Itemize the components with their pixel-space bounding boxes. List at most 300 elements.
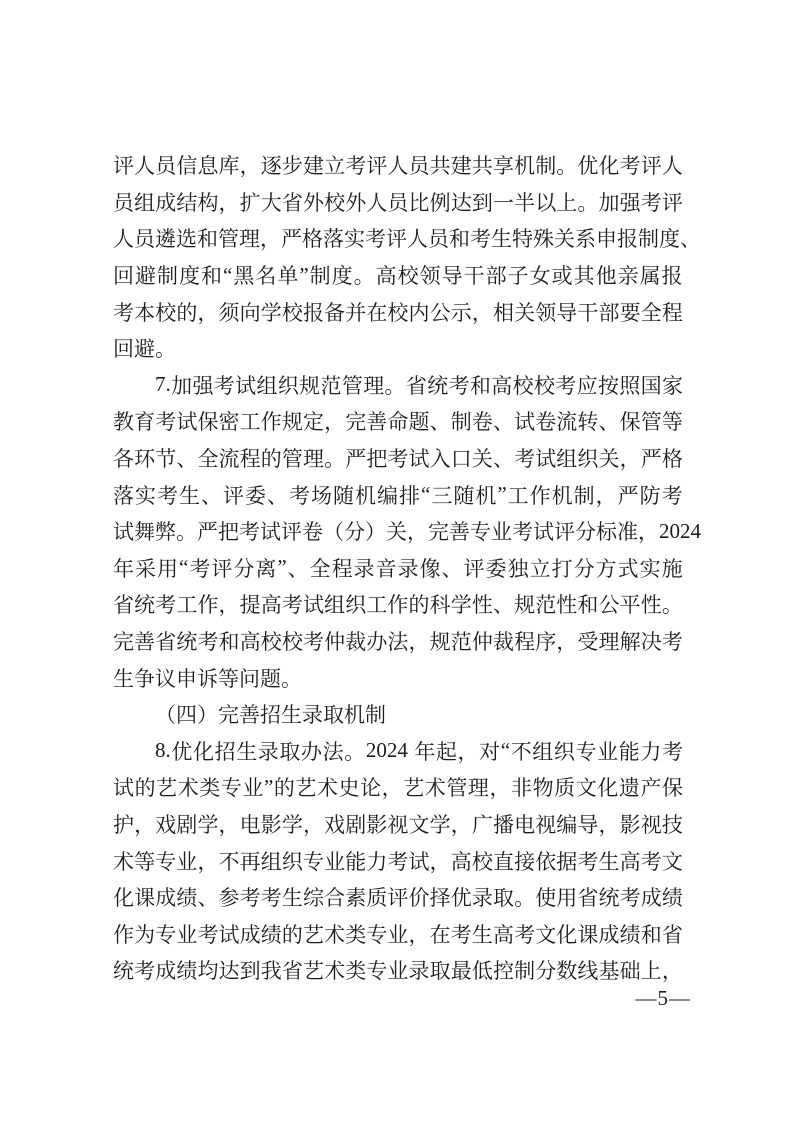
text-token: 人 [113, 227, 134, 252]
text-token: 法 [322, 739, 344, 764]
text-token: 并 [345, 300, 367, 325]
text-token: 生 [281, 703, 302, 728]
text-token: 严 [345, 447, 367, 472]
text-token: 实 [344, 227, 365, 252]
text-line [113, 476, 683, 513]
text-token: 。 [577, 190, 599, 215]
text-token: 工 [176, 593, 198, 618]
text-token: 遗 [618, 776, 640, 801]
text-token: 范 [535, 593, 557, 618]
text-token: 高 [492, 922, 514, 947]
text-token: 录 [397, 556, 419, 581]
text-token: 领 [535, 300, 557, 325]
text-token: 殊 [533, 227, 554, 252]
text-token: 的 [260, 447, 282, 472]
text-token: 评 [386, 227, 407, 252]
text-token: 和 [449, 227, 470, 252]
text-token: 管 [341, 373, 363, 398]
text-token: 舞 [134, 520, 155, 545]
text-token: 、 [267, 483, 288, 508]
text-token: 善 [449, 520, 470, 545]
text-token: 构 [197, 190, 219, 215]
text-token: 统 [176, 630, 198, 655]
text-token: 机 [514, 154, 536, 179]
text-token: 考 [512, 520, 533, 545]
text-token: 单 [277, 264, 299, 289]
text-token: 人 [387, 154, 409, 179]
text-token: 性 [471, 593, 493, 618]
text-token: 干 [463, 264, 485, 289]
text-token: 工 [239, 410, 261, 435]
text-token: 关 [514, 300, 536, 325]
text-token: 音 [375, 556, 397, 581]
text-token: 管 [640, 410, 662, 435]
text-token: ， [408, 630, 430, 655]
text-token: ， [197, 300, 219, 325]
text-token: 制 [450, 410, 472, 435]
text-token: 化 [113, 886, 134, 911]
text-token: 家 [662, 373, 683, 398]
text-token: 息 [197, 154, 219, 179]
text-token: 申 [596, 227, 617, 252]
text-token: 强 [619, 190, 641, 215]
text-line [113, 513, 701, 550]
text-token: 艺 [295, 776, 317, 801]
text-token: 、 [441, 556, 463, 581]
text-line [113, 842, 683, 879]
text-token: 编 [556, 812, 578, 837]
text-token: 史 [338, 776, 360, 801]
text-token: 报 [617, 227, 638, 252]
text-token: 仲 [324, 630, 346, 655]
text-token: 把 [218, 520, 239, 545]
text-token: 度 [179, 264, 200, 289]
text-token: 控 [492, 959, 514, 984]
text-token: 。 [556, 154, 578, 179]
text-token: 。 [661, 593, 683, 618]
text-token: 、 [287, 556, 309, 581]
text-token: 决 [640, 630, 662, 655]
text-token: 考 [470, 227, 491, 252]
text-token: 库 [218, 154, 240, 179]
text-token: 达 [218, 959, 240, 984]
text-token: 员 [155, 154, 177, 179]
text-token: 理 [239, 227, 260, 252]
text-token: 省 [113, 593, 134, 618]
text-token: 制 [157, 264, 178, 289]
text-token: 艺 [302, 922, 324, 947]
text-token: 节 [155, 447, 177, 472]
text-token: 电 [239, 812, 261, 837]
text-token: 生 [113, 666, 134, 691]
text-token: 仲 [471, 630, 493, 655]
text-token: 完 [428, 520, 449, 545]
text-token: 价 [408, 886, 430, 911]
text-token: 外 [302, 190, 324, 215]
text-token: 考 [197, 922, 219, 947]
text-token: 管 [446, 776, 468, 801]
text-token: 或 [551, 264, 573, 289]
text-token: ， [619, 447, 641, 472]
text-token: 学 [260, 300, 282, 325]
text-token: 本 [134, 300, 156, 325]
text-token: 管 [218, 227, 239, 252]
text-token: 试 [533, 520, 554, 545]
text-line [113, 257, 683, 294]
text-token: 综 [302, 886, 324, 911]
text-token: 到 [471, 190, 493, 215]
text-token: 制 [535, 154, 557, 179]
text-token: 打 [551, 556, 573, 581]
text-token: 三 [431, 483, 453, 508]
text-token: 试 [408, 849, 430, 874]
text-token: 严 [617, 483, 639, 508]
text-token: 生 [491, 227, 512, 252]
text-token: 相 [492, 300, 514, 325]
text-token: 绩 [661, 886, 683, 911]
text-token: 法 [387, 630, 409, 655]
text-token: 最 [450, 959, 472, 984]
text-token: 均 [197, 959, 219, 984]
text-token: 人 [134, 154, 156, 179]
text-token: 加 [598, 190, 620, 215]
text-token: 。 [353, 264, 375, 289]
text-line [113, 623, 683, 660]
text-token: 、 [492, 593, 514, 618]
text-token: 性 [640, 593, 662, 618]
text-token: ， [429, 849, 451, 874]
text-token: 保 [619, 410, 641, 435]
text-token: 织 [577, 447, 599, 472]
text-token: 专 [366, 959, 388, 984]
text-token: 视 [640, 812, 662, 837]
text-token: ， [471, 300, 493, 325]
text-token: 学 [281, 812, 303, 837]
text-token: 取 [492, 886, 514, 911]
text-token: 专 [470, 520, 491, 545]
text-token: 员 [134, 227, 155, 252]
text-token: 业 [324, 849, 346, 874]
text-token: 学 [450, 593, 472, 618]
text-token: 理 [598, 630, 620, 655]
text-token: 线 [577, 959, 599, 984]
text-token: 比 [408, 190, 430, 215]
text-token: 艺 [302, 959, 324, 984]
text-token: 高 [239, 630, 261, 655]
text-token: 校 [281, 630, 303, 655]
text-token: 艺 [403, 776, 425, 801]
text-token: 密 [218, 410, 240, 435]
text-token: 报 [302, 300, 324, 325]
text-token: 化 [192, 739, 214, 764]
text-token: 申 [176, 666, 197, 691]
text-token: ， [556, 630, 578, 655]
text-token: 课 [134, 886, 156, 911]
text-token: 试 [176, 410, 198, 435]
text-token: 类 [345, 922, 367, 947]
text-token: ， [381, 776, 403, 801]
text-token: 分 [573, 556, 595, 581]
text-token: 考 [155, 410, 177, 435]
text-token: 议 [155, 666, 176, 691]
text-line [113, 147, 683, 184]
text-token: 电 [514, 812, 536, 837]
text-token: 评 [640, 154, 662, 179]
text-token: 取 [279, 739, 301, 764]
text-token: 不 [218, 849, 240, 874]
text-token: 和 [201, 264, 222, 289]
text-token: 加 [171, 373, 193, 398]
text-token: 保 [661, 776, 683, 801]
text-token: 随 [333, 483, 354, 508]
text-token: 诉 [197, 666, 218, 691]
text-token: ” [299, 262, 309, 287]
text-token: 员 [387, 190, 409, 215]
text-token: 平 [619, 593, 641, 618]
text-token: 考 [640, 190, 662, 215]
text-token: 高 [260, 593, 282, 618]
text-token: ， [218, 812, 240, 837]
text-token: 备 [324, 300, 346, 325]
text-token: 优 [171, 739, 193, 764]
text-token: 试 [113, 776, 134, 801]
text-token: 招 [214, 739, 236, 764]
text-token: 校 [397, 264, 419, 289]
text-token: 子 [507, 264, 529, 289]
text-line [113, 440, 683, 477]
text-token: 理 [467, 776, 489, 801]
text-token: 考 [281, 593, 303, 618]
text-token: 起 [435, 739, 457, 764]
text-token: 回 [113, 264, 134, 289]
text-token: 学 [197, 812, 219, 837]
text-token: 部 [598, 300, 620, 325]
text-token: 导 [577, 812, 599, 837]
text-token: 统 [134, 593, 156, 618]
text-token: 完 [345, 410, 367, 435]
text-token: 取 [323, 703, 344, 728]
text-token: 校 [260, 630, 282, 655]
text-token: 直 [492, 849, 514, 874]
text-token: “ [500, 738, 511, 763]
text-token: 考 [365, 227, 386, 252]
text-token: 严 [197, 520, 218, 545]
text-token: 视 [535, 812, 557, 837]
text-token: 的 [134, 776, 156, 801]
text-token: 组 [256, 373, 278, 398]
text-token: 评 [463, 556, 485, 581]
text-token: 特 [512, 227, 533, 252]
text-token: 科 [429, 593, 451, 618]
text-line [113, 586, 683, 623]
text-token: 示 [450, 300, 472, 325]
text-token: 作 [260, 410, 282, 435]
text-token: 文 [408, 812, 430, 837]
text-token: 作 [197, 593, 219, 618]
text-token: 术 [324, 922, 346, 947]
text-token: 低 [471, 959, 493, 984]
text-token: 录 [257, 739, 279, 764]
text-token: 把 [366, 447, 388, 472]
text-token: 年 [113, 556, 134, 581]
text-token: 管 [281, 447, 303, 472]
text-token: 省 [281, 190, 303, 215]
text-token: 统 [113, 959, 134, 984]
text-token: 育 [134, 410, 156, 435]
text-token: 绩 [260, 922, 282, 947]
text-token: 戏 [155, 812, 177, 837]
text-token: 工 [507, 483, 529, 508]
text-token: ， [134, 812, 156, 837]
text-token: 术 [113, 849, 134, 874]
text-token: 校 [281, 300, 303, 325]
text-token: 省 [661, 922, 683, 947]
text-token: 关 [386, 520, 407, 545]
text-token: ， [408, 922, 430, 947]
text-token: 专 [155, 849, 177, 874]
text-token: 用 [157, 556, 178, 581]
text-token: 提 [239, 593, 261, 618]
text-token: 的 [176, 300, 198, 325]
text-token: 能 [345, 849, 367, 874]
text-token: 完 [113, 630, 134, 655]
text-token: 基 [598, 959, 620, 984]
text-token: 考 [289, 483, 310, 508]
text-line [113, 952, 683, 989]
text-token: 例 [429, 190, 451, 215]
text-token: 公 [598, 593, 620, 618]
text-token: 实 [639, 556, 661, 581]
text-token: 考 [387, 849, 409, 874]
text-token: 编 [377, 483, 398, 508]
text-token: 高 [450, 849, 472, 874]
text-token: 使 [535, 886, 557, 911]
text-token: 和 [197, 227, 218, 252]
text-line [113, 733, 683, 770]
text-token: 机 [344, 703, 365, 728]
text-token: 向 [239, 300, 261, 325]
text-token: 生 [471, 922, 493, 947]
text-token: 须 [218, 300, 240, 325]
text-token: 裁 [492, 630, 514, 655]
text-token: 规 [281, 410, 303, 435]
text-token: 式 [617, 556, 639, 581]
text-token: ， [302, 812, 324, 837]
text-token: 绩 [176, 886, 198, 911]
text-token: 高 [619, 849, 641, 874]
text-token: 业 [242, 776, 264, 801]
text-token: 善 [366, 410, 388, 435]
text-token: 评 [387, 886, 409, 911]
text-token: 考 [661, 483, 683, 508]
text-token: 分 [535, 959, 557, 984]
text-token: 共 [429, 154, 451, 179]
text-token: 视 [387, 812, 409, 837]
text-token: 关 [598, 447, 620, 472]
text-token: 省 [155, 630, 177, 655]
text-token: 参 [218, 886, 240, 911]
text-token: 录 [471, 886, 493, 911]
text-token: 采 [135, 556, 156, 581]
text-token: 四 [176, 703, 197, 728]
text-line [113, 403, 683, 440]
text-token: 办 [366, 630, 388, 655]
text-token: ， [239, 154, 261, 179]
text-token: 领 [419, 264, 441, 289]
text-token: 强 [192, 373, 214, 398]
text-token: 考 [302, 630, 324, 655]
text-token: 省 [281, 959, 303, 984]
text-token: 准 [617, 520, 638, 545]
text-token: 8. [155, 738, 171, 763]
text-token: ， [218, 190, 240, 215]
text-token: 对 [479, 739, 501, 764]
text-token: 分 [233, 556, 255, 581]
text-token: “ [421, 482, 431, 507]
text-token: 试 [235, 373, 257, 398]
text-token: 。 [281, 666, 302, 691]
text-token: 统 [598, 886, 620, 911]
text-token: 全 [197, 447, 219, 472]
text-token: 试 [514, 410, 536, 435]
text-token: 剧 [176, 812, 198, 837]
text-token: 回 [113, 337, 134, 362]
text-token: 选 [176, 227, 197, 252]
text-token: 在 [366, 300, 388, 325]
text-line [113, 879, 683, 916]
text-token: ， [638, 520, 659, 545]
text-token: 善 [134, 630, 156, 655]
text-token: 优 [450, 886, 472, 911]
text-token: 题 [260, 666, 281, 691]
text-token: 其 [573, 264, 595, 289]
text-token: 择 [429, 886, 451, 911]
text-token: 考 [189, 556, 211, 581]
text-token: 人 [366, 190, 388, 215]
text-token: 我 [260, 959, 282, 984]
text-token: 善 [239, 703, 260, 728]
text-token: 成 [155, 959, 177, 984]
text-line [113, 550, 683, 587]
text-token: 关 [471, 447, 493, 472]
text-token: 人 [661, 154, 683, 179]
page-number: —5— [635, 986, 691, 1010]
text-token: 裁 [345, 630, 367, 655]
text-token: 织 [277, 373, 299, 398]
text-token: 争 [134, 666, 155, 691]
text-token: 享 [492, 154, 514, 179]
text-token: 素 [345, 886, 367, 911]
text-token: 成 [239, 922, 261, 947]
text-token: 程 [239, 447, 261, 472]
text-line [113, 696, 683, 733]
text-line [113, 769, 683, 806]
text-token: 、 [598, 410, 620, 435]
text-token: 依 [535, 849, 557, 874]
text-token: 艺 [156, 776, 178, 801]
text-token: 考 [260, 886, 282, 911]
text-token: 影 [366, 812, 388, 837]
text-token: 考 [448, 373, 470, 398]
text-token: 他 [595, 264, 617, 289]
text-token: 文 [535, 922, 557, 947]
text-token: 制 [309, 264, 331, 289]
text-token: 校 [471, 849, 493, 874]
text-token: 程 [514, 630, 536, 655]
text-token: 格 [661, 447, 683, 472]
text-token: 校 [155, 300, 177, 325]
text-token: 定 [302, 410, 324, 435]
